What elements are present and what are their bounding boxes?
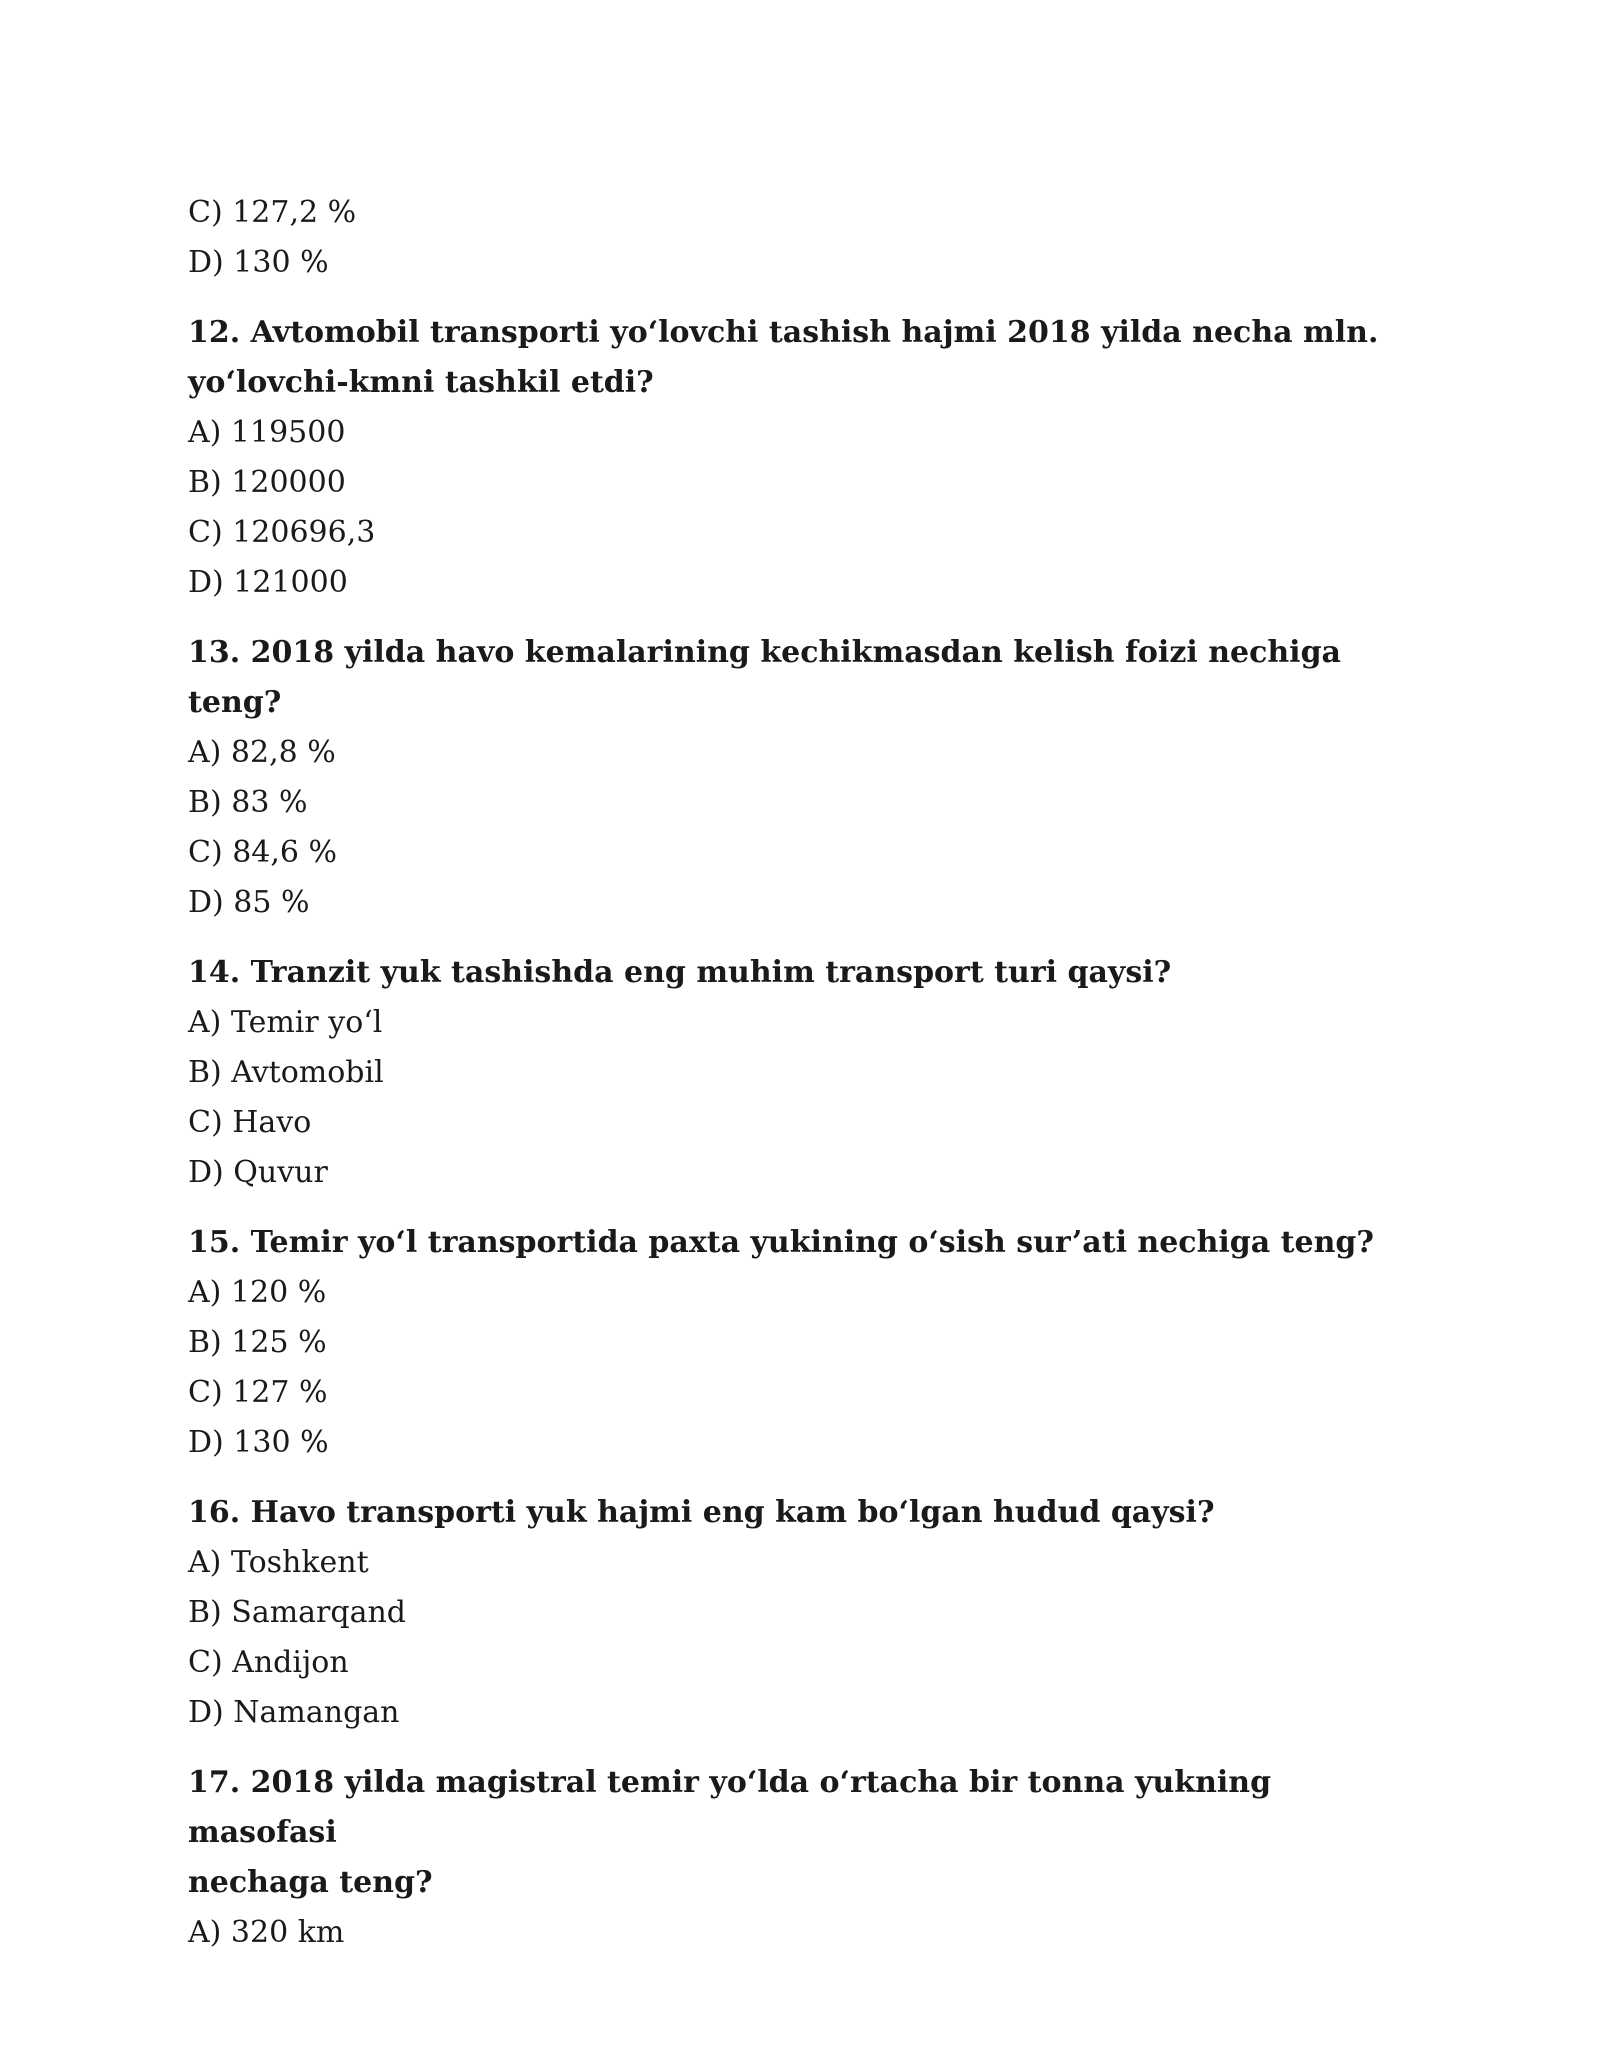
question-text: nechaga teng? [188,1865,433,1900]
option: D) 130 % [188,1425,329,1460]
option: D) 130 % [188,245,329,280]
question-text: 13. 2018 yilda havo kemalarining kechikmasdan kelish foizi nechiga teng? [188,635,1341,720]
option: D) Namangan [188,1695,400,1730]
option: C) 120696,3 [188,515,376,550]
option: D) 121000 [188,565,348,600]
question-text: 15. Temir yo‘l transportida paxta yukining o‘sish sur’ati nechiga teng? [188,1225,1374,1260]
question-text: 14. Tranzit yuk tashishda eng muhim transport turi qaysi? [188,955,1172,990]
option: D) Quvur [188,1155,328,1190]
option: C) 127,2 % [188,195,357,230]
question-text: 17. 2018 yilda magistral temir yo‘lda o‘rtacha bir tonna yukning masofasi [188,1765,1272,1850]
question-text: 16. Havo transporti yuk hajmi eng kam bo‘lgan hudud qaysi? [188,1495,1215,1530]
option: A) 82,8 % [188,735,336,770]
option: B) Avtomobil [188,1055,384,1090]
option: B) 125 % [188,1325,327,1360]
question-block [188,1218,1428,1468]
option: A) 320 km [188,1915,345,1950]
option: A) 119500 [188,415,346,450]
document-page [188,188,1428,1958]
leading-options [188,188,1428,288]
option: B) 83 % [188,785,308,820]
question-text: 12. Avtomobil transporti yo‘lovchi tashish hajmi 2018 yilda necha mln. [188,315,1379,350]
question-block [188,308,1428,608]
question-block [188,628,1428,928]
option: A) 120 % [188,1275,327,1310]
option: B) 120000 [188,465,346,500]
question-block [188,1488,1428,1738]
option: C) 127 % [188,1375,328,1410]
question-block [188,948,1428,1198]
option: C) 84,6 % [188,835,338,870]
question-block [188,1758,1428,1958]
option: A) Toshkent [188,1545,369,1580]
option: C) Havo [188,1105,312,1140]
option: D) 85 % [188,885,310,920]
option: B) Samarqand [188,1595,407,1630]
option: C) Andijon [188,1645,349,1680]
question-text: yo‘lovchi-kmni tashkil etdi? [188,365,654,400]
option: A) Temir yo‘l [188,1005,383,1040]
